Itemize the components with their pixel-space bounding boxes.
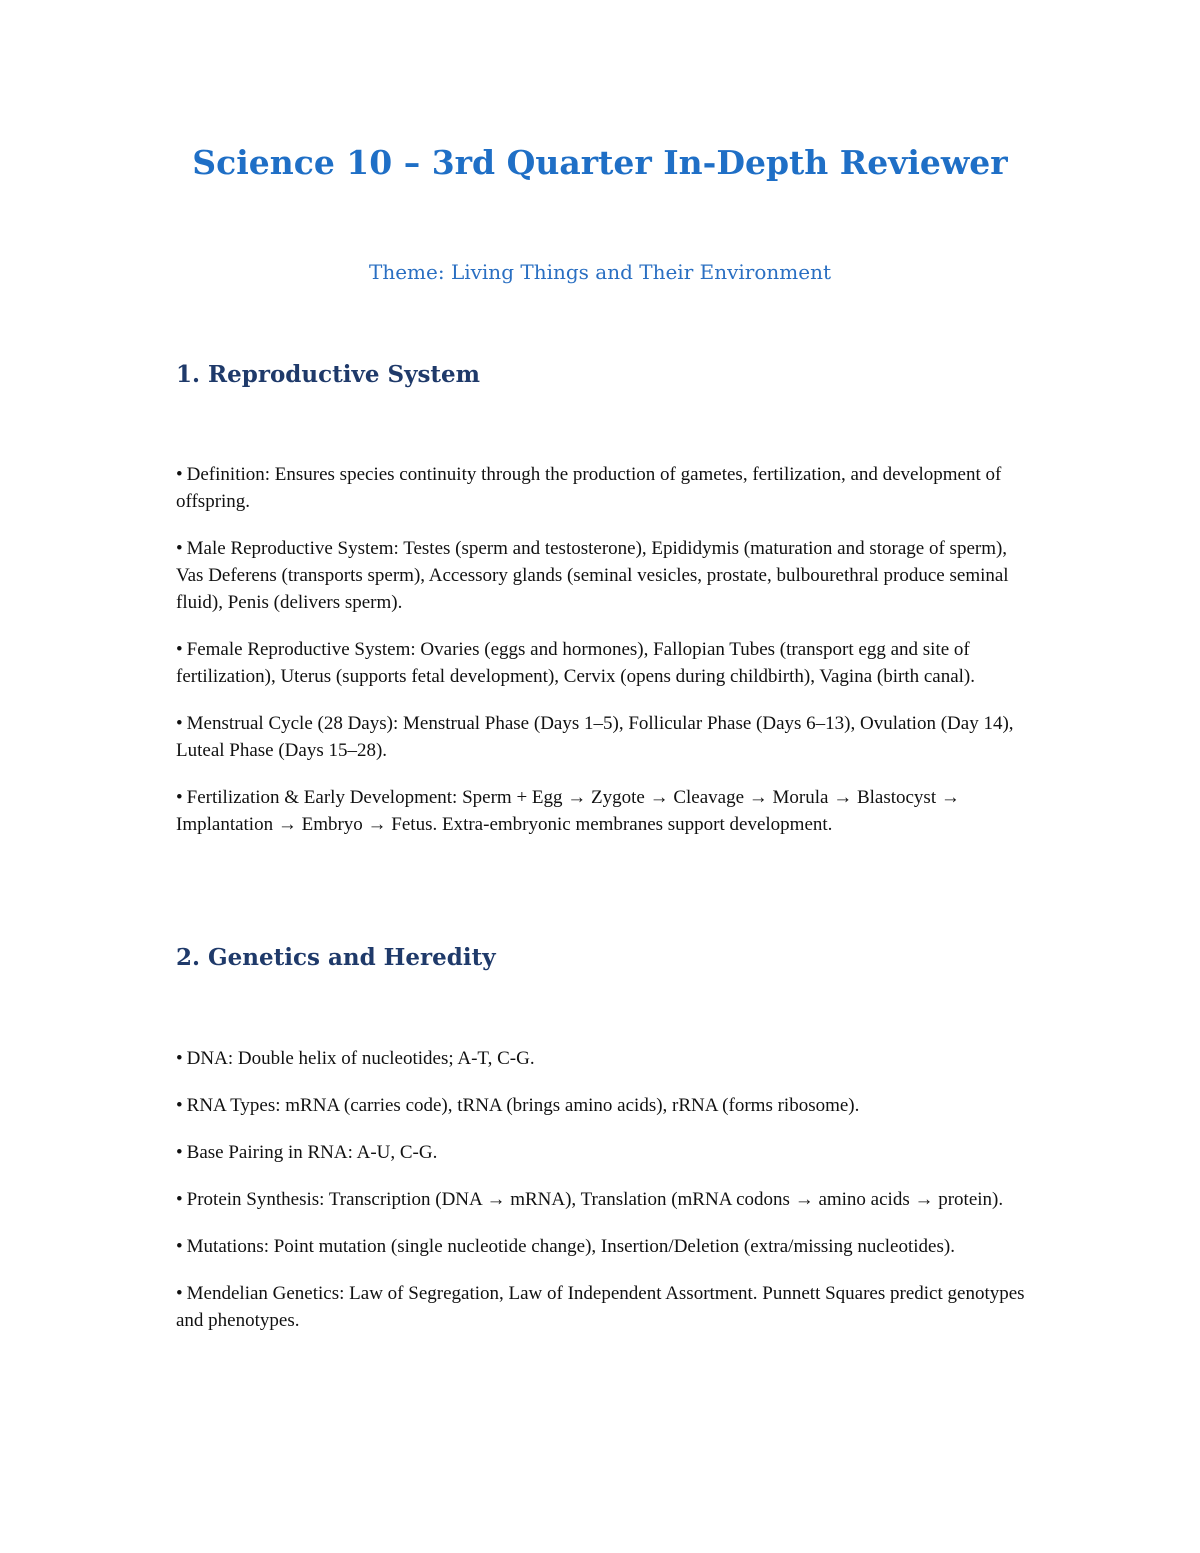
bullet-icon: • xyxy=(176,713,183,734)
bullet-icon: • xyxy=(176,1189,183,1210)
list-item-text: Mutations: Point mutation (single nucleotide change), Insertion/Deletion (extra/missing nucleotides). xyxy=(186,1236,955,1257)
list-item-text: Menstrual Cycle (28 Days): Menstrual Phase (Days 1–5), Follicular Phase (Days 6–13), Ovulation (Day 14), Luteal Phase (Days 15–28). xyxy=(176,713,1014,761)
list-item xyxy=(176,1233,1026,1260)
page-subtitle: Theme: Living Things and Their Environment xyxy=(368,260,831,284)
list-item xyxy=(176,1045,1026,1072)
section-heading-reproductive-system: 1. Reproductive System xyxy=(176,361,480,388)
list-item-text: Base Pairing in RNA: A-U, C-G. xyxy=(186,1142,438,1163)
list-item xyxy=(176,1092,1026,1119)
bullet-icon: • xyxy=(176,787,183,808)
list-item xyxy=(176,1280,1026,1334)
bullet-icon: • xyxy=(176,1142,183,1163)
genetics-and-heredity-list xyxy=(176,1045,1026,1354)
list-item xyxy=(176,784,1026,838)
reproductive-system-list xyxy=(176,461,1026,858)
list-item-text: DNA: Double helix of nucleotides; A-T, C-G. xyxy=(186,1048,535,1069)
bullet-icon: • xyxy=(176,639,183,660)
list-item xyxy=(176,1186,1026,1213)
bullet-icon: • xyxy=(176,1048,183,1069)
list-item xyxy=(176,535,1026,616)
list-item-text: Male Reproductive System: Testes (sperm and testosterone), Epididymis (maturation and storage of sperm), Vas Deferens (transports sperm), Accessory glands (seminal vesicles, prostate, bulbourethral produce seminal fluid), Penis (delivers sperm). xyxy=(176,538,1009,613)
list-item-text: Fertilization & Early Development: Sperm + Egg → Zygote → Cleavage → Morula → Blastocyst → Implantation → Embryo → Fetus. Extra-embryonic membranes support development. xyxy=(176,787,960,835)
section-heading-genetics-and-heredity: 2. Genetics and Heredity xyxy=(176,944,496,971)
list-item xyxy=(176,636,1026,690)
list-item xyxy=(176,710,1026,764)
page-title: Science 10 – 3rd Quarter In-Depth Reviewer xyxy=(192,143,1008,182)
list-item-text: Mendelian Genetics: Law of Segregation, Law of Independent Assortment. Punnett Squares predict genotypes and phenotypes. xyxy=(176,1283,1025,1331)
bullet-icon: • xyxy=(176,1236,183,1257)
bullet-icon: • xyxy=(176,464,183,485)
list-item-text: RNA Types: mRNA (carries code), tRNA (brings amino acids), rRNA (forms ribosome). xyxy=(186,1095,860,1116)
bullet-icon: • xyxy=(176,538,183,559)
list-item xyxy=(176,461,1026,515)
bullet-icon: • xyxy=(176,1095,183,1116)
list-item-text: Female Reproductive System: Ovaries (eggs and hormones), Fallopian Tubes (transport egg and site of fertilization), Uterus (supports fetal development), Cervix (opens during childbirth), Vagina (birth canal). xyxy=(176,639,976,687)
list-item-text: Protein Synthesis: Transcription (DNA → mRNA), Translation (mRNA codons → amino acids → protein). xyxy=(186,1189,1004,1210)
bullet-icon: • xyxy=(176,1283,183,1304)
list-item xyxy=(176,1139,1026,1166)
list-item-text: Definition: Ensures species continuity through the production of gametes, fertilization, and development of offspring. xyxy=(176,464,1002,512)
